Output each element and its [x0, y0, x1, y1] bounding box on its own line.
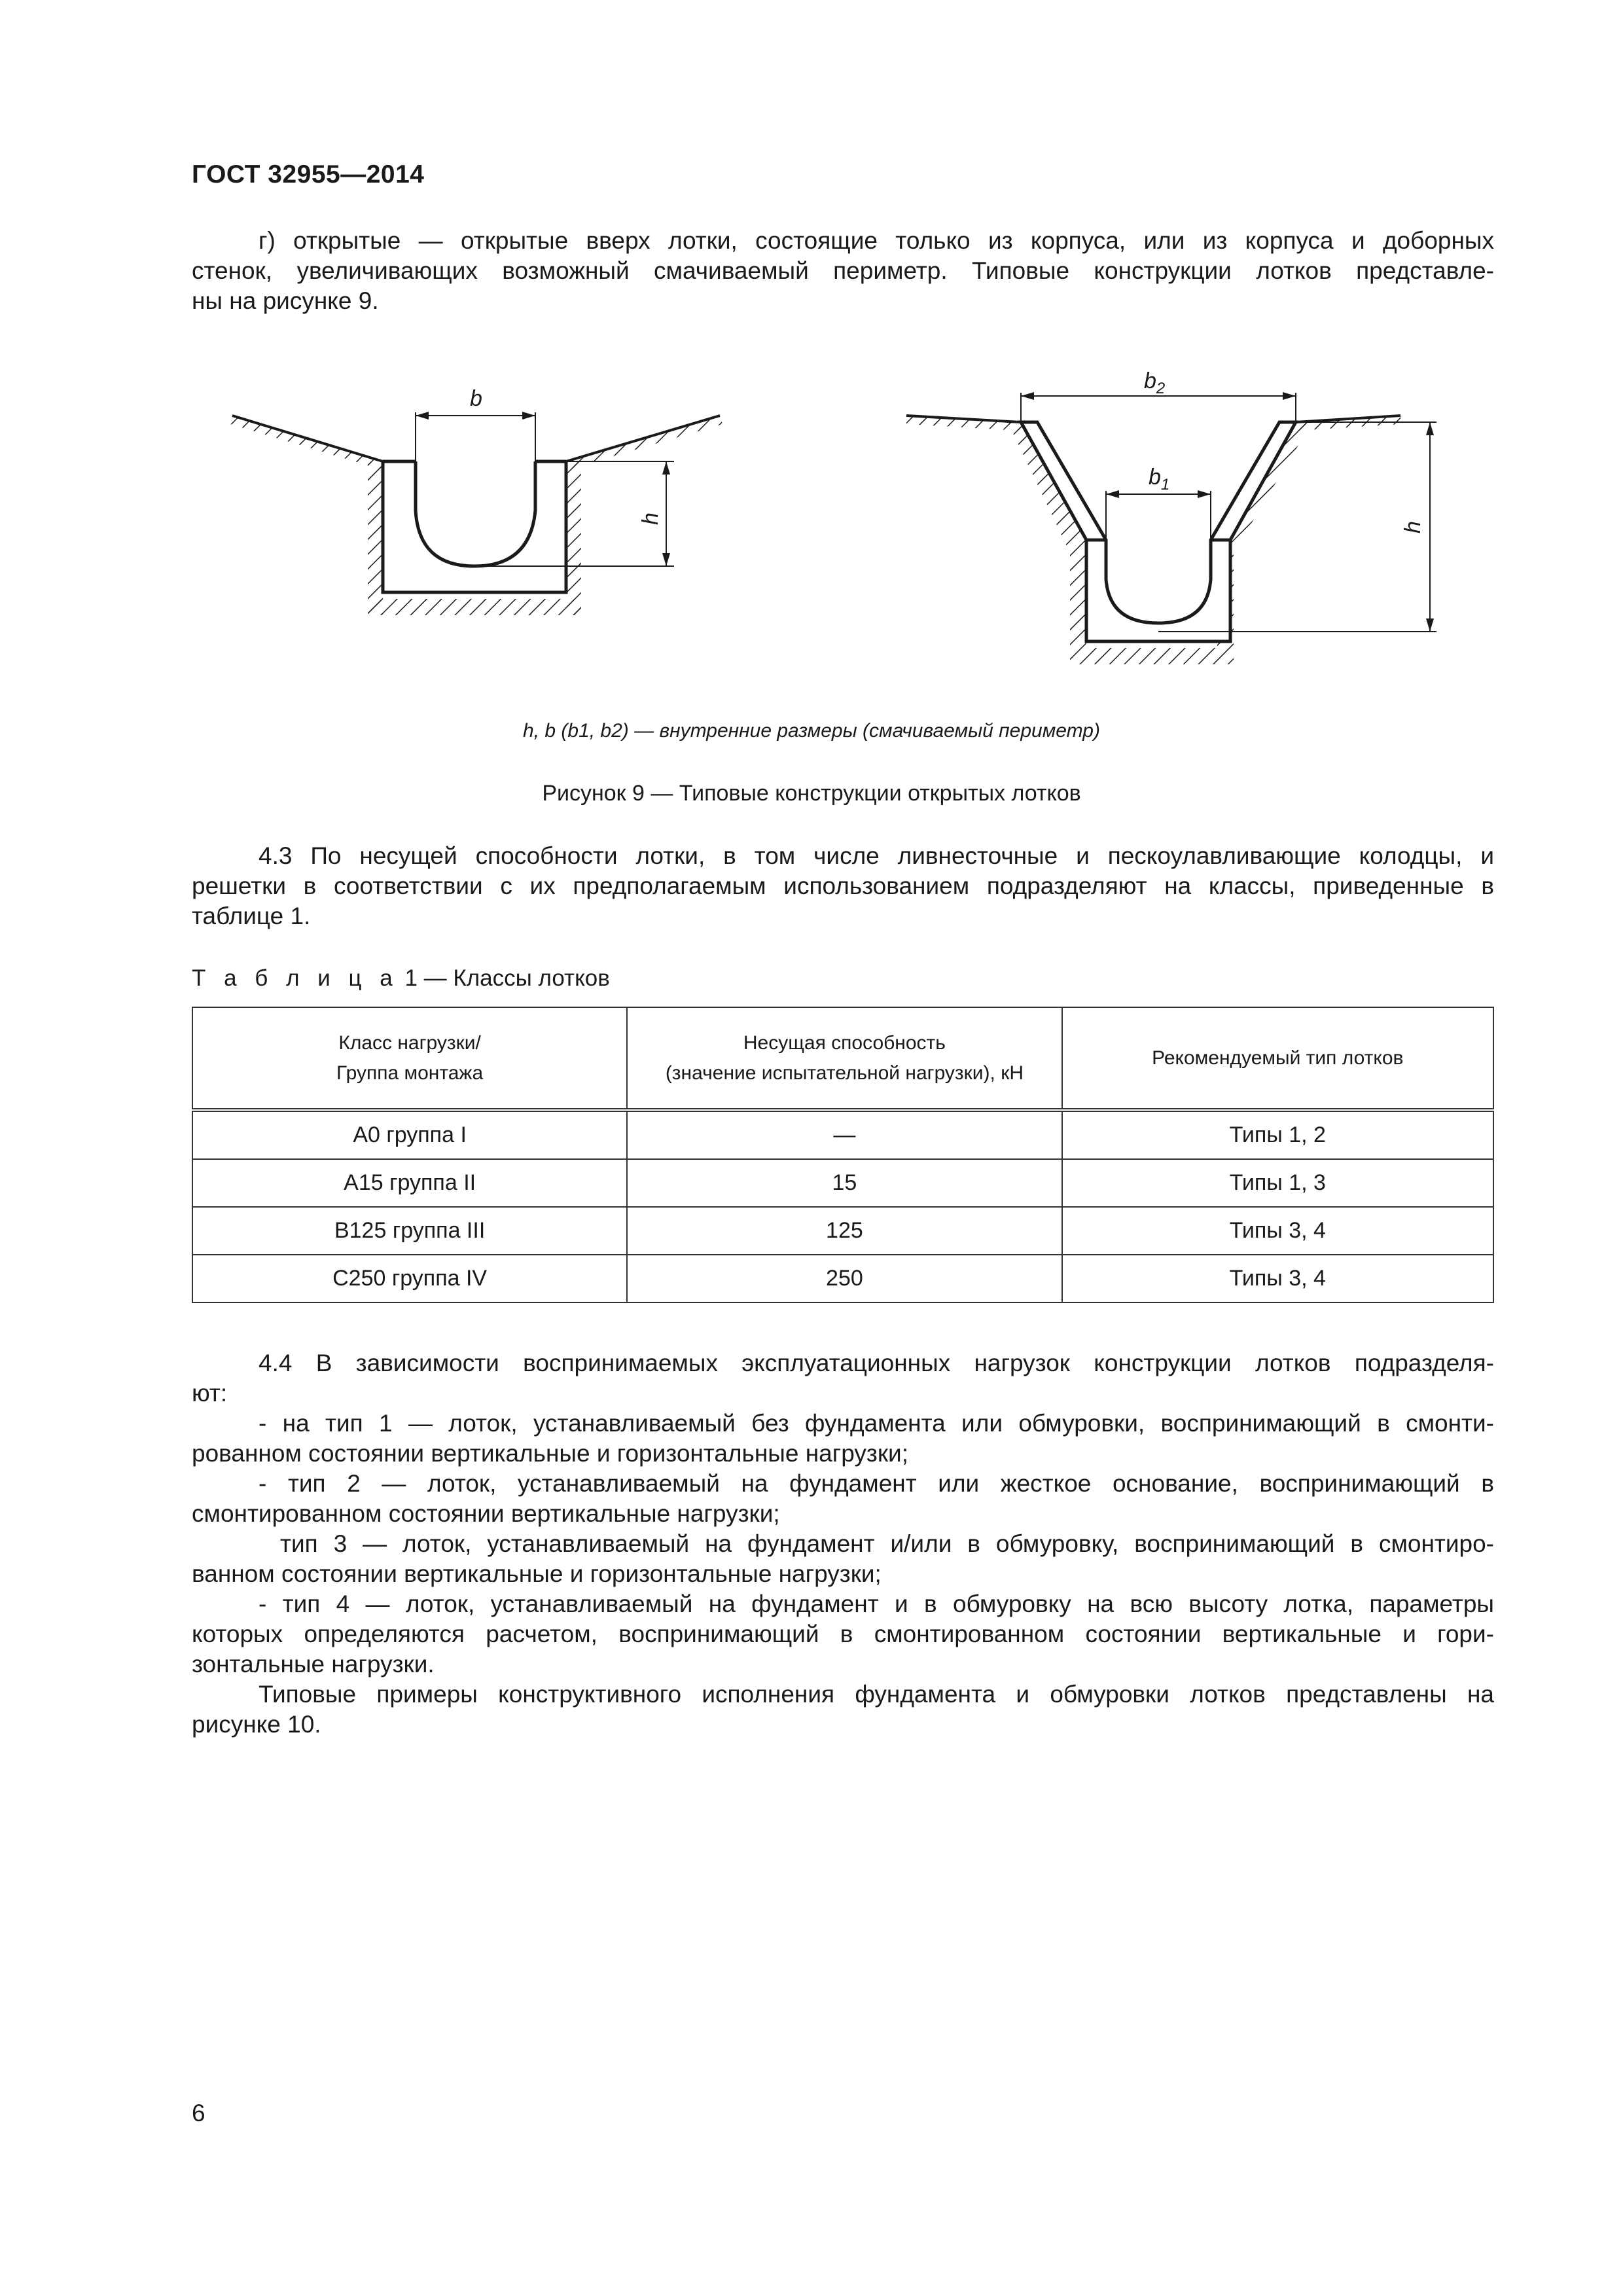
dimension-b1-label: $b_1$	[1149, 465, 1170, 493]
text-line: ны на рисунке 9.	[192, 287, 379, 314]
table-caption: Т а б л и ц а 1 — Классы лотков	[192, 965, 610, 991]
figure-title: Рисунок 9 — Типовые конструкции открытых лотков	[542, 781, 1081, 806]
intro-paragraph	[192, 226, 1494, 316]
table-cell: Типы 3, 4	[1062, 1255, 1493, 1302]
text-line: 4.4 В зависимости воспринимаемых эксплуатационных нагрузок конструкции лотков подразделя-	[259, 1350, 1494, 1376]
figure9-left-trough	[223, 373, 733, 622]
text-line: - на тип 1 — лоток, устанавливаемый без фундамента или обмуровки, воспринимающий в смонти-	[259, 1410, 1494, 1437]
text-line: таблице 1.	[192, 903, 311, 929]
text-line: г) открытые — открытые вверх лотки, состоящие только из корпуса, или из корпуса и доборных	[259, 227, 1494, 254]
text-line: которых определяются расчетом, воспринимающий в смонтированном состоянии вертикальные и гори-	[192, 1621, 1494, 1647]
table-cell: 250	[627, 1255, 1061, 1302]
paragraph-4-3	[192, 841, 1494, 931]
header-load-class: Класс нагрузки/ Группа монтажа	[192, 1007, 627, 1110]
header-recommended-type: Рекомендуемый тип лотков	[1062, 1007, 1493, 1110]
table-cell: Типы 1, 3	[1062, 1159, 1493, 1207]
table-cell: С250 группа IV	[192, 1255, 627, 1302]
text-line: ванном состоянии вертикальные и горизонтальные нагрузки;	[192, 1560, 882, 1587]
dimension-b-label: b	[470, 386, 482, 411]
text-line: зонтальные нагрузки.	[192, 1651, 435, 1677]
text-line: - тип 4 — лоток, устанавливаемый на фундамент и в обмуровку на всю высоту лотка, параметры	[259, 1590, 1494, 1617]
table-row	[192, 1207, 1493, 1255]
table-cell: —	[627, 1110, 1061, 1159]
text-line: стенок, увеличивающих возможный смачиваемый периметр. Типовые конструкции лотков представле-	[192, 257, 1494, 284]
text-line: смонтированном состоянии вертикальные нагрузки;	[192, 1500, 780, 1527]
document-header: ГОСТ 32955—2014	[192, 160, 425, 188]
text-line: - тип 2 — лоток, устанавливаемый на фундамент или жесткое основание, воспринимающий в	[259, 1470, 1494, 1497]
table-cell: В125 группа III	[192, 1207, 627, 1255]
table-row	[192, 1159, 1493, 1207]
page-number: 6	[192, 2100, 205, 2126]
table-cell: 15	[627, 1159, 1061, 1207]
text-line: рованном состоянии вертикальные и горизонтальные нагрузки;	[192, 1440, 908, 1467]
figure9-right-trough	[903, 367, 1466, 681]
text-line: ют:	[192, 1380, 228, 1407]
header-capacity: Несущая способность (значение испытательной нагрузки), кН	[627, 1007, 1061, 1110]
table-cell: А15 группа II	[192, 1159, 627, 1207]
table-cell: Типы 3, 4	[1062, 1207, 1493, 1255]
dimension-h-label: h	[1400, 521, 1425, 533]
figure-legend: h, b (b1, b2) — внутренние размеры (смачиваемый периметр)	[523, 720, 1100, 742]
text-line: тип 3 — лоток, устанавливаемый на фундамент и/или в обмуровку, воспринимающий в смонтиро-	[280, 1530, 1494, 1557]
table-cell: 125	[627, 1207, 1061, 1255]
text-line: рисунке 10.	[192, 1711, 321, 1738]
paragraph-4-4	[192, 1348, 1494, 1740]
text-line: решетки в соответствии с их предполагаемым использованием подразделяют на классы, приведенные в	[192, 872, 1494, 899]
table-row	[192, 1255, 1493, 1302]
text-line: 4.3 По несущей способности лотки, в том числе ливнесточные и пескоулавливающие колодцы, и	[259, 842, 1494, 869]
table-cell: Типы 1, 2	[1062, 1110, 1493, 1159]
text-line: Типовые примеры конструктивного исполнения фундамента и обмуровки лотков представлены на	[259, 1681, 1494, 1708]
classes-table	[192, 1007, 1494, 1303]
dimension-h-label: h	[638, 512, 663, 525]
table-cell: А0 группа I	[192, 1110, 627, 1159]
dimension-b2-label: $b_2$	[1144, 368, 1166, 397]
table-row	[192, 1110, 1493, 1159]
table-header-row	[192, 1007, 1493, 1110]
